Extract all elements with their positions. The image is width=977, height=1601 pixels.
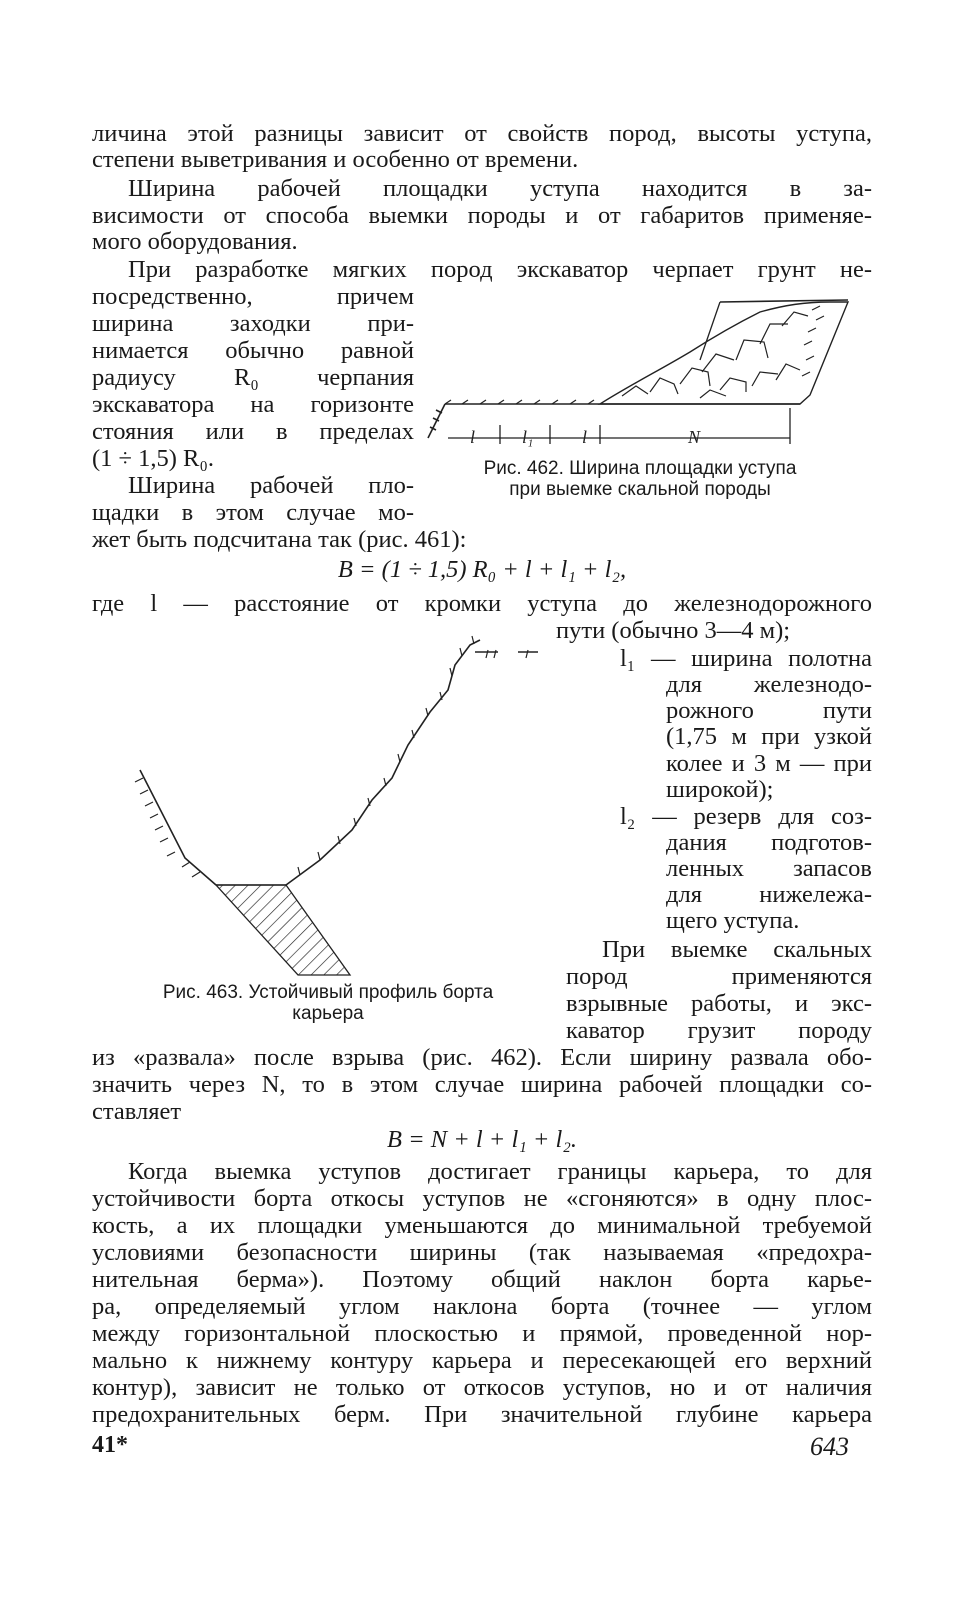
- text-line: из «развала» после взрыва (рис. 462). Если ширину развала обо-: [92, 1044, 872, 1071]
- caption-line: Рис. 463. Устойчивый профиль борта: [162, 982, 494, 1003]
- text-line: щего уступа.: [666, 907, 800, 934]
- hatched-sliding-prism: [216, 885, 350, 975]
- dim-label-l: l: [470, 427, 476, 447]
- text-line: личина этой разницы зависит от свойств пород, высоты уступа,: [92, 120, 872, 147]
- dim-label-l1: l₁: [522, 427, 534, 447]
- text-line: нительная берма»). Поэтому общий наклон борта карье-: [92, 1266, 872, 1293]
- caption-line: Рис. 462. Ширина площадки уступа: [483, 458, 797, 479]
- figure-463-drawing: [135, 636, 538, 975]
- figure-462-labels: [470, 427, 701, 447]
- dim-label-N: N: [688, 427, 701, 447]
- text-line: Когда выемка уступов достигает границы карьера, то для: [128, 1158, 872, 1185]
- text-line: посредственно, причем: [92, 283, 414, 310]
- text-line: степени выветривания и особенно от времени.: [92, 146, 579, 173]
- text-line: l₁ — ширина полотна: [620, 645, 872, 672]
- text-line: между горизонтальной плоскостью и прямой, проведенной нор-: [92, 1320, 872, 1347]
- text-line: Ширина рабочей пло-: [128, 472, 414, 499]
- text-line: для нижележа-: [666, 881, 872, 908]
- bench-edge: [428, 404, 445, 438]
- text-line: условиями безопасности ширины (так называемая «предохра-: [92, 1239, 872, 1266]
- text-line: экскаватора на горизонте: [92, 391, 414, 418]
- signature-mark: 41*: [92, 1432, 128, 1458]
- text-line: дания подготов-: [666, 829, 872, 856]
- page-number: 643: [810, 1432, 849, 1461]
- text-line: ставляет: [92, 1098, 182, 1125]
- text-line: рожного пути: [666, 697, 872, 724]
- text-line: широкой);: [666, 776, 774, 803]
- original-face: [700, 302, 720, 360]
- left-wall: [140, 770, 216, 885]
- text-line: щадки в этом случае мо-: [92, 499, 414, 526]
- text-line: кость, а их площадки уменьшаются до минимальной требуемой: [92, 1212, 872, 1239]
- rock-fragments: [622, 312, 808, 398]
- figure-462-drawing: [428, 300, 848, 444]
- text-line: значить через N, то в этом случае ширина рабочей площадки со-: [92, 1071, 872, 1098]
- right-wall-benches: [286, 640, 480, 885]
- formula: B = N + l + l₁ + l₂.: [386, 1126, 578, 1153]
- face-hatch: [802, 306, 824, 376]
- text-line: нимается обычно равной: [92, 337, 414, 364]
- text-line: взрывные работы, и экс-: [566, 990, 872, 1017]
- muck-pile-outline: [600, 302, 848, 404]
- text-line: пород применяются: [566, 963, 872, 990]
- caption-line: карьера: [292, 1003, 364, 1024]
- text-line: пути (обычно 3—4 м);: [556, 617, 791, 644]
- text-line: контур), зависит не только от откосов уступов, но и от наличия: [92, 1374, 872, 1401]
- text-line: ра, определяемый углом наклона борта (точнее — углом: [92, 1293, 872, 1320]
- text-line: Ширина рабочей площадки уступа находится в за-: [128, 175, 872, 202]
- text-line: мально к нижнему контуру карьера и пересекающей его верхний: [92, 1347, 872, 1374]
- text-line: (1 ÷ 1,5) R₀.: [92, 445, 215, 472]
- text-line: При выемке скальных: [602, 936, 872, 963]
- text-line: висимости от способа выемки породы и от габаритов применяе-: [92, 202, 872, 229]
- text-line: каватор грузит породу: [566, 1017, 872, 1044]
- text-line: При разработке мягких пород экскаватор черпает грунт не-: [128, 256, 872, 283]
- text-line: устойчивости борта откосы уступов не «сгоняются» в одну плос-: [92, 1185, 872, 1212]
- text-line: (1,75 м при узкой: [666, 723, 872, 750]
- caption-line: при выемке скальной породы: [509, 479, 771, 500]
- text-line: жет быть подсчитана так (рис. 461):: [92, 526, 467, 553]
- text-line: l₂ — резерв для соз-: [620, 803, 872, 830]
- text-line: стояния или в пределах: [92, 418, 414, 445]
- text-line: ширина заходки при-: [92, 310, 414, 337]
- dim-label-l2: l: [582, 427, 588, 447]
- text-line: мого оборудования.: [92, 228, 298, 255]
- text-line: для железнодо-: [666, 671, 872, 698]
- text-line: колее и 3 м — при: [666, 750, 872, 777]
- formula: B = (1 ÷ 1,5) R₀ + l + l₁ + l₂,: [337, 556, 627, 583]
- right-wall-hatch: [298, 636, 474, 875]
- text-line: ленных запасов: [666, 855, 872, 882]
- text-line: где l — расстояние от кромки уступа до железнодорожного: [92, 590, 872, 617]
- text-line: предохранительных берм. При значительной глубине карьера: [92, 1401, 872, 1428]
- text-line: радиусу R₀ черпания: [92, 364, 414, 391]
